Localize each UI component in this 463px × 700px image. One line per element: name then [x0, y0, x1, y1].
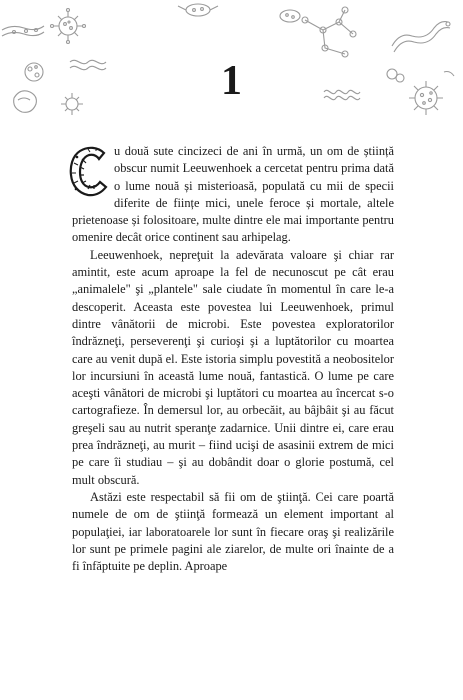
paragraph-1-text: două sute cincizeci de ani în urmă, un om de știință obscur numit Leeuwenhoek a cercetat pentru prima dată o lume nouă și misterioasă, populată cu mii de specii diferite de ființe mici, unele feroce și mortale, altele prietenoase și folositoare, multe dintre ele mai importante pentru omenire decât orice continent sau arhipelag. [72, 144, 394, 245]
bacillus-icon-left [2, 26, 44, 36]
network-microbe-icon [302, 7, 356, 57]
bacteria-icon-center [178, 4, 300, 22]
drop-cap [68, 145, 108, 195]
chapter-number: 1 [221, 58, 242, 104]
drop-cap-letter [68, 139, 108, 197]
worm-icon-right [392, 22, 450, 52]
paragraph-2: Leeuwenhoek, nepreţuit la adevărata valoare şi chiar rar amintit, este acum aproape la fel de necunoscut pe cât erau „animalele" şi „plantele" sale ciudate în momentul în care le-a descoperit. Aceasta este povestea lui Leeuwenhoek, primul dintre vânătorii de microbi. Este povestea exploratorilor îndrăzneţi, perseverenţi şi curioşi şi a luptătorilor cu moartea care au venit după el. Este istoria simplu povestită a neobositelor lor incursiuni în această lume nouă, fantastică. O lume pe care aceşti vânători de microbi şi luptători cu moartea au încercat s-o cartografieze. În demersul lor, au orbecăit, au bâjbâit şi au făcut greşeli sau au nutrit speranţe zadarnice. Unii dintre ei, care erau prea îndrăzneţi, au murit – fiind ucişi de asasinii extrem de mici pe care îi studiau – şi au dobândit doar o glorie postumă, cel mult obscură. [72, 247, 394, 487]
virus-icon-left [51, 9, 86, 44]
first-word-rest: u [114, 144, 121, 158]
body-text [72, 143, 394, 575]
paragraph-3: Astăzi este respectabil să fii om de ştiinţă. Cei care poartă numele de om de ştiinţă formează un element important al populaţiei, iar laboratoarele lor sunt în fiecare oraş şi realizările lor sunt pe primele pagini ale ziarelor, de multe ori înainte de a fi înfăptuite pe deplin. Aproape [72, 489, 394, 574]
paragraph-1 [72, 143, 394, 247]
